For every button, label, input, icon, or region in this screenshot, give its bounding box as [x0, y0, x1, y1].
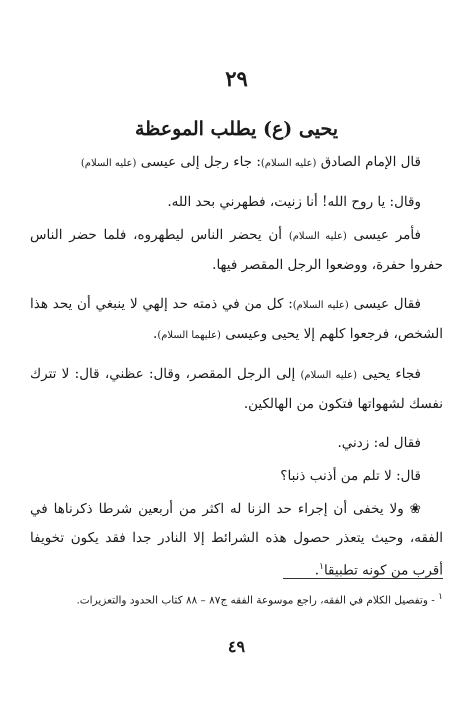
paragraph-4: [30, 290, 443, 350]
text-run: : جاء رجل إلى عيسى: [136, 154, 261, 170]
text-run: قال الإمام الصادق: [316, 154, 421, 170]
paragraph-5: [30, 360, 443, 419]
page-number: ٤٩: [227, 637, 246, 656]
text-run: أن يحضر الناس ليطهروه، فلما حضر الناس حفروا حفرة، ووضعوا الرجل المقصر فيها.: [30, 227, 443, 273]
text-run: فجاء يحيى: [357, 366, 422, 382]
footnote-divider: [283, 578, 443, 579]
honorific: (عليه السلام): [288, 231, 347, 242]
paragraph-7: قال: لا تلم من أذنب ذنبا؟: [280, 468, 421, 484]
footnote-reference[interactable]: ١: [319, 562, 324, 572]
footnote-text: - وتفصيل الكلام في الفقه، راجع موسوعة الفقه ج٨٧ – ٨٨ كتاب الحدود والتعزيرات.: [76, 594, 439, 607]
paragraph-6: فقال له: زدني.: [337, 435, 421, 451]
paragraph-8: [30, 495, 443, 586]
text-run: ❀ ولا يخفى أن إجراء حد الزنا له اكثر من أربعين شرطا ذكرناها في الفقه، وحيث يتعذر حصول هذه الشرائط إلا النادر جدا فقد يكون تخويفا أقرب من كونه تطبيقا: [30, 501, 443, 579]
body-text: [30, 148, 443, 596]
honorific: (عليه السلام): [80, 158, 137, 169]
footnote: [30, 586, 443, 612]
paragraph-3: [30, 221, 443, 280]
chapter-number: ٢٩: [225, 66, 248, 91]
text-run: فأمر عيسى: [346, 227, 421, 243]
paragraph-2: وقال: يا روح الله! أنا زنيت، فطهرني بحد الله.: [167, 194, 421, 210]
honorific: (عليه السلام): [300, 370, 358, 381]
honorific: (عليهما السلام): [157, 330, 221, 341]
text-run: : كل من في ذمته حد إلهي لا ينبغي أن يحد هذا الشخص، فرجعوا كلهم إلا يحيى وعيسى: [30, 296, 443, 342]
text-run: .: [314, 562, 320, 579]
honorific: (عليه السلام): [292, 300, 349, 311]
honorific: (عليه السلام): [260, 158, 317, 169]
text-run: إلى الرجل المقصر، وقال: عظني، قال: لا تترك نفسك لشهواتها فتكون من الهالكين.: [30, 366, 443, 412]
footnote-marker: ١: [438, 592, 443, 602]
text-run: .: [153, 326, 158, 342]
chapter-title: يحيى (ع) يطلب الموعظة: [134, 118, 339, 140]
paragraph-1: [30, 148, 443, 178]
text-run: فقال عيسى: [348, 296, 421, 312]
